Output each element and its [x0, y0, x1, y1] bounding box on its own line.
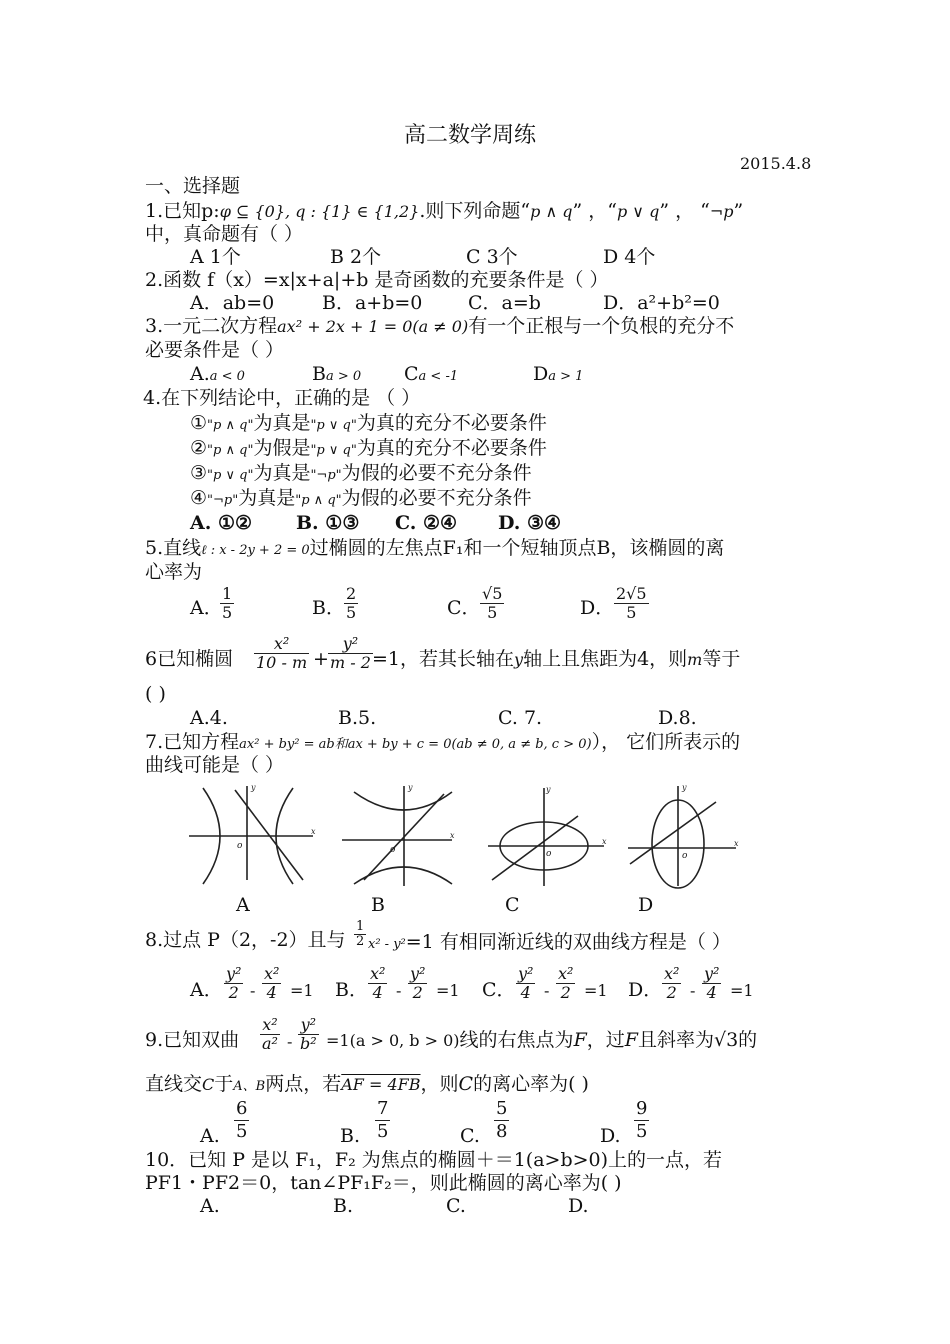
q7-label-b: B	[371, 894, 385, 916]
q5-option-d-letter: D．	[580, 597, 615, 619]
q8-option-c-letter: C．	[482, 979, 516, 1001]
q2-option-c: C．a=b	[468, 292, 541, 314]
q8-option-c-rhs: =1	[584, 981, 608, 1000]
q6-option-b: B.5.	[338, 707, 377, 729]
q9-line1-end: =1(a > 0, b > 0)线的右焦点为F，过F且斜率为√3的	[326, 1029, 758, 1051]
q8-option-a-frac1: $\frac{\text{y²}}{2}$	[226, 964, 242, 1002]
q8-option-b-minus: -	[396, 981, 402, 1000]
q10-option-c: C.	[446, 1195, 466, 1217]
q10-line1: 10．已知 P 是以 F₁，F₂ 为焦点的椭圆＋＝1(a>b>0)上的一点，若	[145, 1149, 723, 1171]
q6-line1-start: 6已知椭圆	[145, 648, 234, 670]
q8-option-c-frac2: $\frac{\text{x²}}{2}$	[558, 964, 574, 1002]
q6-fraction-2: $\frac{\text{y²}}{m - 2}$	[330, 634, 371, 672]
q6-line2: ( )	[145, 683, 166, 705]
q5-option-a-letter: A．	[190, 597, 223, 619]
svg-text:x: x	[450, 831, 455, 840]
q10-option-d: D.	[568, 1195, 589, 1217]
q2-option-d: D．a²+b²=0	[603, 292, 720, 314]
q9-line1-start: 9.已知双曲	[145, 1029, 240, 1051]
q8-option-d-minus: -	[690, 981, 696, 1000]
q8-option-b-frac2: $\frac{\text{y²}}{2}$	[410, 964, 426, 1002]
q9-option-b-letter: B.	[340, 1125, 361, 1147]
q8-option-a-rhs: =1	[290, 981, 314, 1000]
svg-text:y: y	[408, 783, 413, 792]
q6-option-d: D.8.	[658, 707, 697, 729]
svg-text:o: o	[237, 841, 243, 851]
q8-option-c-frac1: $\frac{\text{y²}}{4}$	[518, 964, 534, 1002]
q10-line2: PF1・PF2＝0，tan∠PF₁F₂＝，则此椭圆的离心率为( )	[145, 1172, 622, 1194]
q1-line1: 1.已知p:φ ⊆ {0}, q : {1} ∈ {1,2}.则下列命题“p ∧ q” ，“p ∨ q” ， “¬p”	[145, 200, 744, 222]
q5-line1: 5.直线ℓ : x - 2y + 2 = 0过椭圆的左焦点F₁和一个短轴顶点B，该椭圆的离	[145, 537, 725, 559]
q3-option-b: Ba > 0	[312, 363, 362, 385]
q4-item-3: ③"p ∨ q"为真是"¬p"为假的必要不充分条件	[190, 462, 532, 484]
svg-text:y: y	[682, 783, 687, 792]
q7-graph-c	[484, 780, 609, 890]
q8-option-a-frac2: $\frac{\text{x²}}{4}$	[264, 964, 280, 1002]
q9-option-a-fraction: $\frac{6}{5}$	[236, 1098, 248, 1142]
q7-label-d: D	[638, 894, 654, 916]
q8-option-a-letter: A．	[190, 979, 223, 1001]
svg-text:x: x	[311, 827, 316, 836]
q6-option-c: C. 7.	[498, 707, 543, 729]
q5-option-b-fraction: $\frac{2}{5}$	[346, 584, 357, 622]
q9-frac-y: $\frac{\text{y²}}{\text{b²}}$	[300, 1015, 317, 1053]
q7-line2: 曲线可能是（ ）	[145, 754, 285, 776]
q8-half-fraction: $\frac{1}{2}$	[356, 919, 365, 949]
q7-graph-b	[340, 780, 460, 890]
q3-option-c: Ca < -1	[404, 363, 459, 385]
q8-option-b-frac1: $\frac{\text{x²}}{4}$	[370, 964, 386, 1002]
q8-option-d-letter: D．	[628, 979, 663, 1001]
q6-fraction-1: $\frac{\text{x²}}{10 - m}$	[256, 634, 308, 672]
q6-option-a: A.4.	[190, 707, 228, 729]
q4-item-2: ②"p ∧ q"为假是"p ∨ q"为真的充分不必要条件	[190, 437, 547, 459]
svg-text:o: o	[390, 845, 396, 855]
q7-graph-a	[185, 780, 320, 890]
q10-option-a: A.	[200, 1195, 220, 1217]
q9-line2: 直线交C于A、B两点，若AF = 4FB，则C的离心率为( )	[145, 1073, 589, 1095]
q9-option-c-fraction: $\frac{5}{8}$	[496, 1098, 508, 1142]
date: 2015.4.8	[740, 154, 812, 173]
q9-frac-x: $\frac{\text{x²}}{\text{a²}}$	[262, 1015, 278, 1053]
q9-option-d-letter: D.	[600, 1125, 621, 1147]
q8-option-d-rhs: =1	[730, 981, 754, 1000]
q2-option-a: A．ab=0	[190, 292, 275, 314]
q8-option-b-letter: B．	[335, 979, 368, 1001]
q4-item-1: ①"p ∧ q"为真是"p ∨ q"为真的充分不必要条件	[190, 412, 547, 434]
q8-option-c-minus: -	[544, 981, 550, 1000]
q2-stem: 2.函数 f（x）=x|x+a|+b 是奇函数的充要条件是（ ）	[145, 269, 609, 291]
q5-option-a-fraction: $\frac{1}{5}$	[222, 584, 233, 622]
q3-line1: 3.一元二次方程ax² + 2x + 1 = 0(a ≠ 0)有一个正根与一个负根的充分不	[145, 315, 735, 337]
q3-line2: 必要条件是（ ）	[145, 339, 285, 361]
q1-option-d: D 4个	[603, 246, 656, 268]
q6-line1-end: =1，若其长轴在y轴上且焦距为4，则m等于	[372, 648, 741, 670]
q4-option-c: C. ②④	[395, 512, 458, 534]
q5-option-d-fraction: $\frac{2√5}{5}$	[616, 584, 647, 622]
q9-option-a-letter: A.	[200, 1125, 220, 1147]
q5-option-c-letter: C．	[447, 597, 481, 619]
svg-text:y: y	[546, 785, 551, 794]
q4-option-a: A. ①②	[190, 512, 253, 534]
q9-minus: -	[287, 1032, 293, 1051]
svg-text:y: y	[251, 783, 256, 792]
q8-line1-start: 8.过点 P（2，-2）且与	[145, 929, 346, 951]
q9-option-c-letter: C.	[460, 1125, 480, 1147]
q4-option-b: B. ①③	[296, 512, 360, 534]
q4-option-d: D. ③④	[498, 512, 562, 534]
q1-line2: 中，真命题有（ ）	[145, 223, 304, 245]
q7-label-c: C	[505, 894, 520, 916]
q5-line2: 心率为	[145, 561, 203, 583]
q10-option-b: B.	[333, 1195, 354, 1217]
q8-line1-end: x² - y²=1 有相同渐近线的双曲线方程是（ ）	[368, 931, 731, 953]
q9-option-b-fraction: $\frac{7}{5}$	[377, 1098, 389, 1142]
page-title: 高二数学周练	[404, 123, 537, 148]
q9-option-d-fraction: $\frac{9}{5}$	[636, 1098, 648, 1142]
q2-option-b: B．a+b=0	[322, 292, 423, 314]
q1-option-a: A 1个	[190, 246, 241, 268]
svg-text:x: x	[734, 839, 739, 848]
q8-option-d-frac1: $\frac{\text{x²}}{2}$	[664, 964, 680, 1002]
q3-option-d: Da > 1	[533, 363, 584, 385]
section-heading: 一、选择题	[145, 175, 241, 197]
q4-item-4: ④"¬p"为真是"p ∧ q"为假的必要不充分条件	[190, 487, 532, 509]
svg-text:x: x	[602, 837, 607, 846]
svg-text:o: o	[546, 849, 552, 859]
svg-text:o: o	[682, 851, 688, 861]
q8-option-a-minus: -	[250, 981, 256, 1000]
q8-option-d-frac2: $\frac{\text{y²}}{4}$	[704, 964, 720, 1002]
q1-option-b: B 2个	[330, 246, 382, 268]
q4-stem: 4.在下列结论中，正确的是 （ ）	[143, 387, 421, 409]
q3-option-a: A.a < 0	[190, 363, 245, 385]
q5-option-c-fraction: $\frac{√5}{5}$	[482, 584, 503, 622]
q7-label-a: A	[236, 894, 250, 916]
q6-plus: +	[313, 648, 329, 670]
q1-option-c: C 3个	[466, 246, 518, 268]
q8-option-b-rhs: =1	[436, 981, 460, 1000]
q5-option-b-letter: B．	[312, 597, 345, 619]
q7-line1: 7.已知方程ax² + by² = ab和ax + by + c = 0(ab ≠ 0, a ≠ b, c > 0)）， 它们所表示的	[145, 731, 741, 753]
q7-graph-d	[624, 780, 742, 890]
